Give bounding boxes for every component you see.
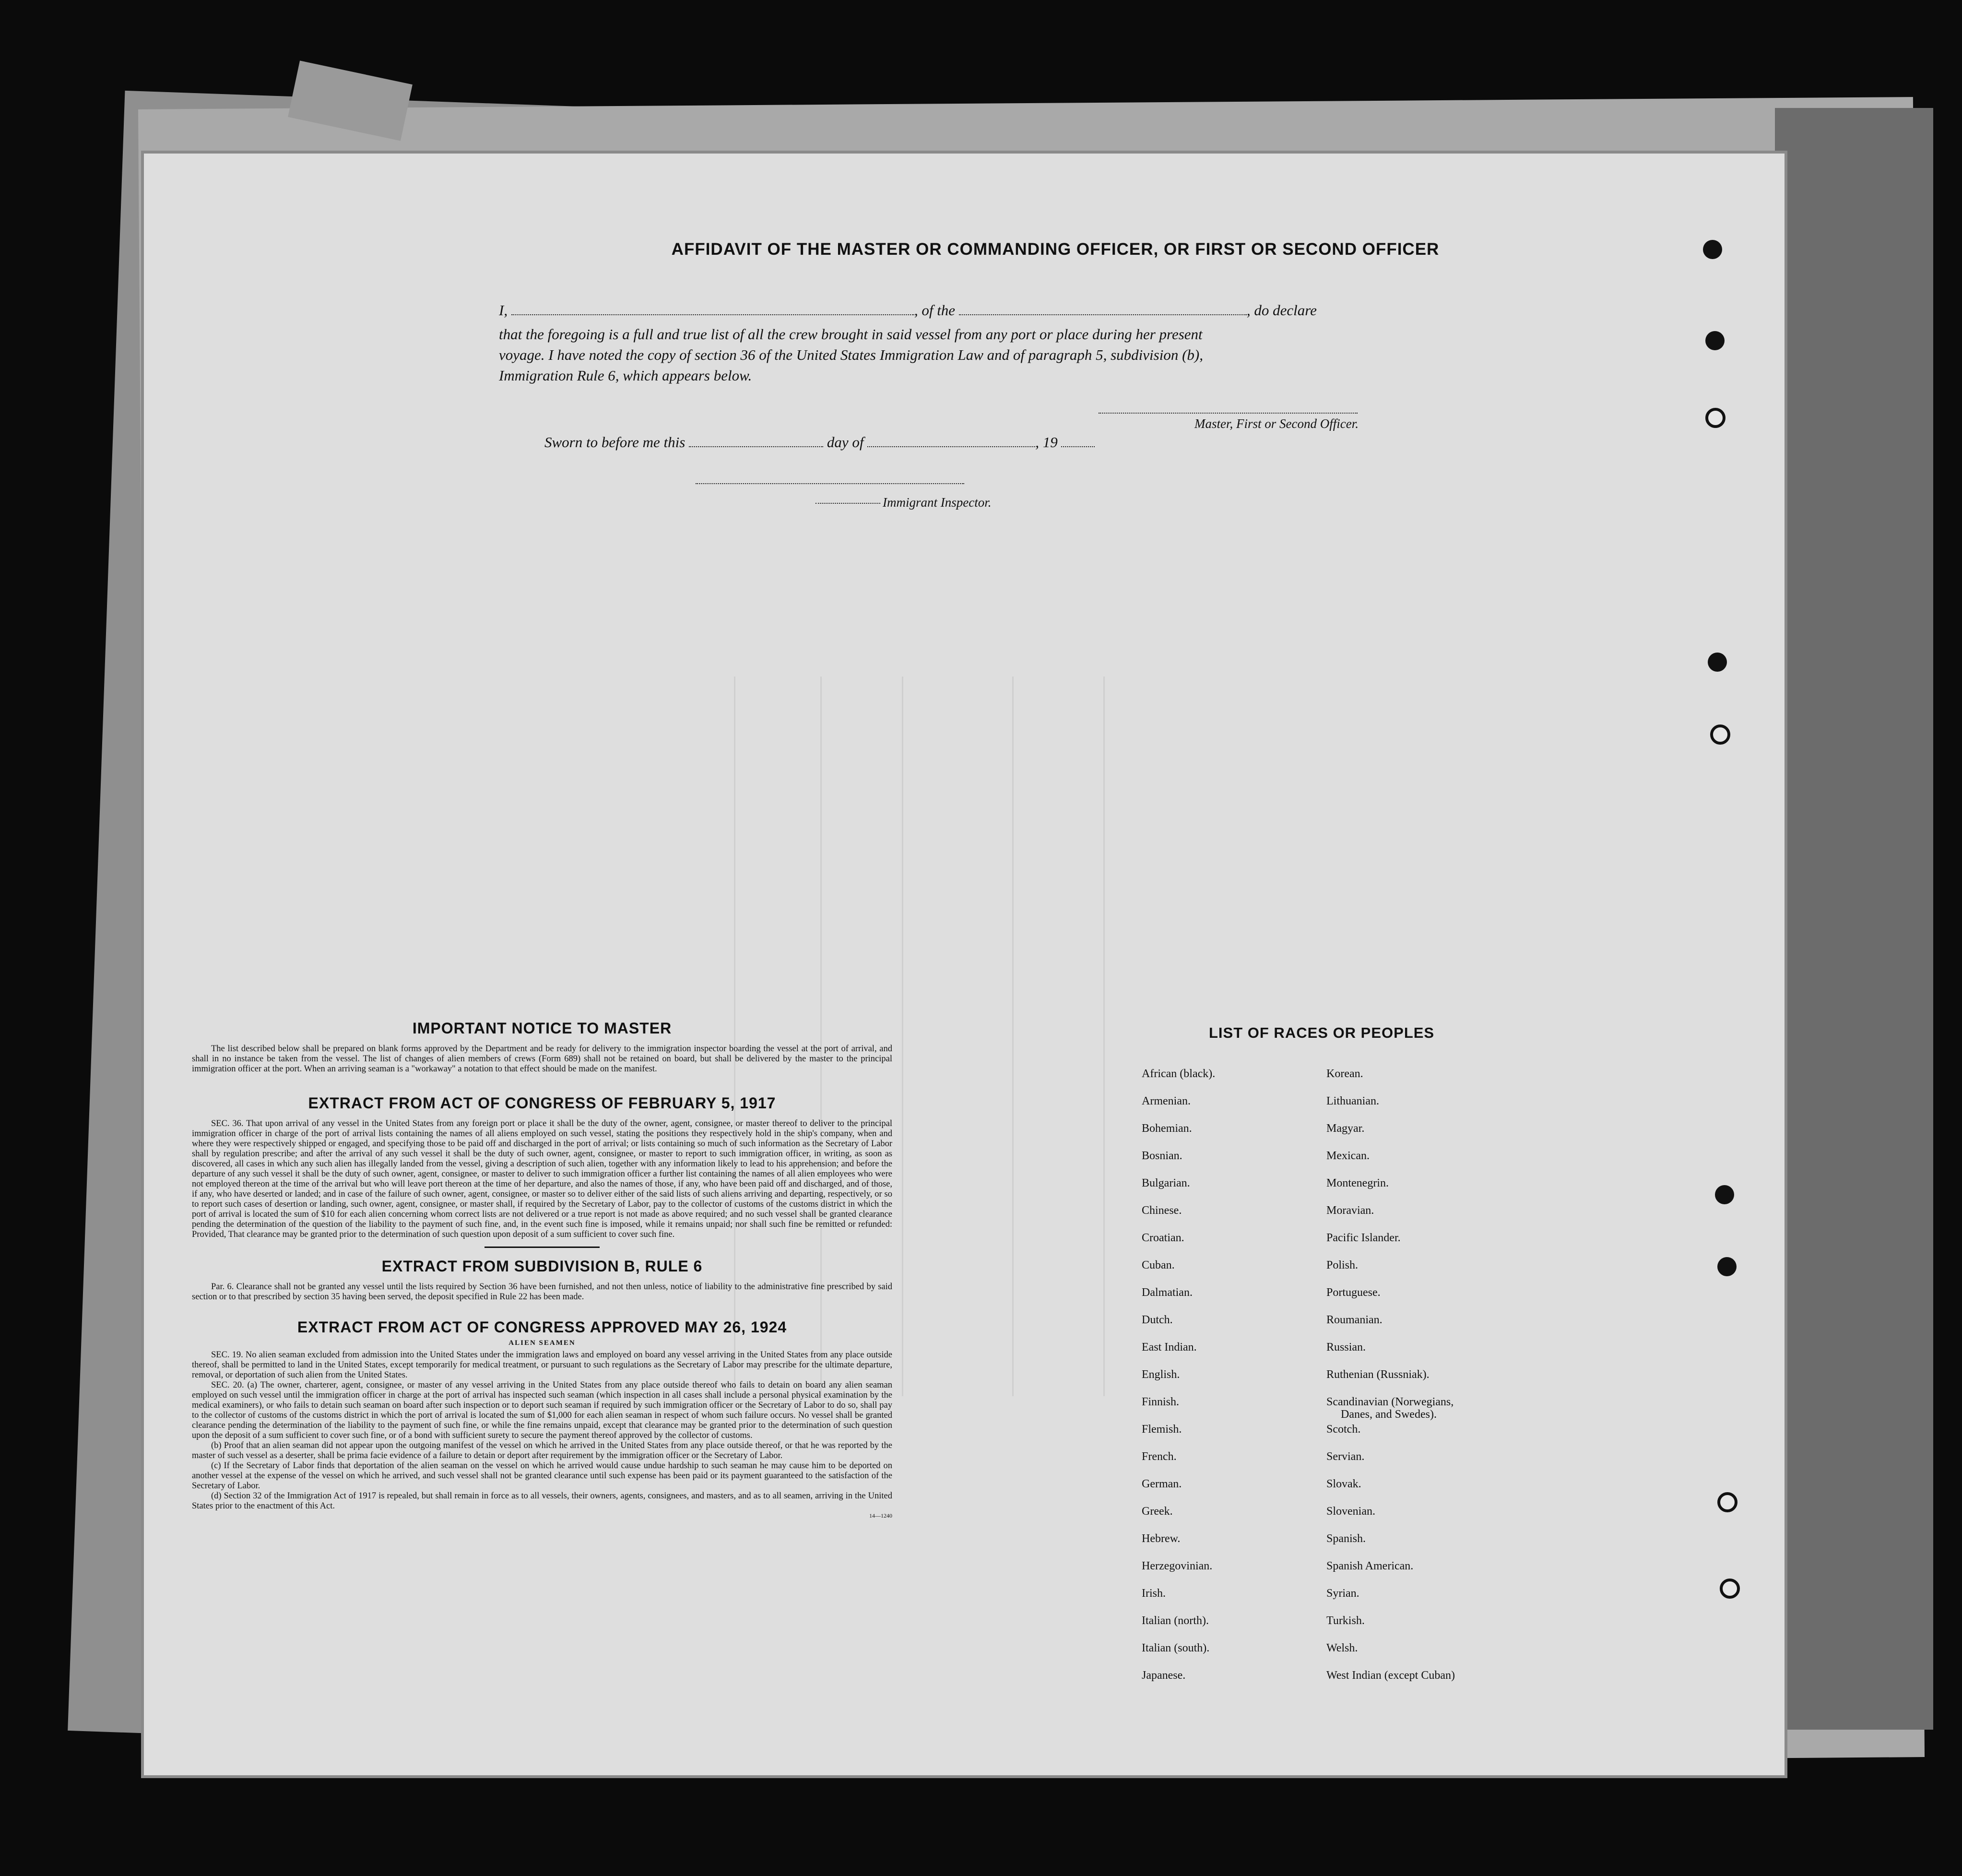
punch-hole [1710,724,1730,745]
race-item: Chinese. [1142,1204,1182,1217]
race-item: Danes, and Swedes). [1341,1408,1437,1421]
sworn-year-blank[interactable] [1061,437,1095,447]
race-item: Finnish. [1142,1396,1180,1408]
master-signature-label: Master, First or Second Officer. [1194,416,1359,431]
inspector-signature-line[interactable] [696,483,964,484]
race-item: Bulgarian. [1142,1177,1190,1189]
race-item: Lithuanian. [1326,1095,1379,1107]
race-item: Bohemian. [1142,1122,1192,1135]
race-item: Turkish. [1326,1615,1365,1627]
punch-hole [1705,408,1726,428]
race-item: Spanish. [1326,1532,1366,1545]
extract-1924-paragraph: (c) If the Secretary of Labor finds that deportation of the alien seaman on the vessel on which he arrived would cause undue hardship to such seaman he may cause him to be deported on another vessel at the expense of the vessel on which he arrived, and such vessel shall not be granted clearance until such expense has been paid or its payment guaranteed to the satisfaction of the Secretary of Labor. [192,1461,892,1491]
punch-hole [1715,1185,1734,1204]
races-title: LIST OF RACES OR PEOPLES [1209,1024,1435,1041]
punch-hole [1720,1579,1740,1599]
race-item: Welsh. [1326,1642,1358,1654]
race-item: African (black). [1142,1068,1216,1080]
race-item: Russian. [1326,1341,1366,1354]
race-item: Ruthenian (Russniak). [1326,1368,1430,1381]
master-signature-line[interactable] [1099,413,1358,414]
race-item: Spanish American. [1326,1560,1414,1572]
race-item: Croatian. [1142,1232,1184,1244]
declarant-label: I, [499,302,508,319]
affidavit-line1 [499,300,1554,321]
race-item: Bosnian. [1142,1150,1182,1162]
sworn-line [544,432,1264,452]
alien-seamen-subtitle: ALIEN SEAMEN [508,1339,576,1347]
extract-1917-title: EXTRACT FROM ACT OF CONGRESS OF FEBRUARY 5, 1917 [308,1094,776,1112]
race-item: Scotch. [1326,1423,1361,1436]
race-item: Magyar. [1326,1122,1365,1135]
punch-hole [1717,1257,1737,1276]
sworn-month-blank[interactable] [867,437,1035,447]
race-item: Italian (south). [1142,1642,1210,1654]
race-item: Slovenian. [1326,1505,1375,1518]
extract-1924-paragraph: (d) Section 32 of the Immigration Act of 1917 is repealed, but shall remain in force as to all vessels, their owners, agents, consignees, and masters, and as to all seamen, arriving in the United States prior to the enactment of this Act. [192,1491,892,1511]
affidavit-title: AFFIDAVIT OF THE MASTER OR COMMANDING OFFICER, OR FIRST OR SECOND OFFICER [671,240,1440,259]
race-item: Scandinavian (Norwegians, [1326,1396,1454,1408]
race-item: Mexican. [1326,1150,1370,1162]
race-item: German. [1142,1478,1182,1490]
race-item: East Indian. [1142,1341,1197,1354]
race-item: Dutch. [1142,1314,1173,1326]
section-divider [485,1247,600,1248]
inspector-label: Immigrant Inspector. [883,495,992,510]
race-item: Greek. [1142,1505,1173,1518]
race-item: Dalmatian. [1142,1286,1193,1299]
legal-column [192,1020,892,1520]
extract-1924-paragraph: SEC. 20. (a) The owner, charterer, agent, consignee, or master of any vessel arriving in the United States from any place outside thereof who fails to detain on board any alien seaman employed on such vessel until the immigration officer in charge at the port of arrival has inspected such seaman (which inspection in all cases shall include a personal physical examination by the medical examiners), or who fails to detain such seaman on board after such inspection or to deport such seaman if required by such immigration officer or the Secretary of Labor to do so, shall pay to the collector of customs of the customs district in which the port of arrival is located the sum of $1,000 for each alien seaman in respect of whom such failure occurs. No vessel shall be granted clearance pending the determination of the liability to the payment of such fine, or while the fine remains unpaid, except that clearance may be granted prior to the determination of such question upon the deposit of a sum sufficient to cover such fine, or of a bond with sufficient surety to secure the payment thereof approved by the collector of customs. [192,1380,892,1440]
extract-1917-text: SEC. 36. That upon arrival of any vessel in the United States from any foreign port or place it shall be the duty of the owner, agent, consignee, or master thereof to deliver to the principal immigration officer in charge of the port of arrival lists containing the names of all aliens employed on such vessel, stating the positions they respectively hold in the ship's company, when and where they were respectively shipped or engaged, and specifying those to be paid off and discharged in the port of arrival; or lists containing so much of such information as the Secretary of Labor shall by regulation prescribe; and after the arrival of any such vessel it shall be the duty of such owner, agent, consignee, or master to report to such immigration officer, in writing, as soon as discovered, all cases in which any such alien has illegally landed from the vessel, giving a description of such alien, together with any information likely to lead to his apprehension; and before the departure of any such vessel it shall be the duty of such owner, agent, consignee, or master to deliver to such immigration officer a further list containing the names of all alien employees who were not employed thereon at the time of the arrival but who will leave port thereon at the time of her departure, and also the names of those, if any, who have been paid off and discharged, and of those, if any, who have deserted or landed; and in case of the failure of such owner, agent, consignee, or master so to deliver either of the said lists of such aliens arriving and departing, respectively, or so to report such cases of desertion or landing, such owner, agent, consignee, or master shall, if required by the Secretary of Labor, pay to the collector of customs of the customs district in which the port of arrival is located the sum of $10 for each alien concerning whom correct lists are not delivered or a true report is not made as above required; and no such vessel shall be granted clearance pending the determination of the question of the liability to the payment of such fine, and, in the event such fine is imposed, while it remains unpaid; nor shall such fine be remitted or refunded: Provided, That clearance may be granted prior to the determination of such question upon deposit of a sum sufficient to cover such fine. [192,1119,892,1239]
declarant-name-blank[interactable] [511,305,914,315]
race-item: Italian (north). [1142,1615,1209,1627]
race-item: Syrian. [1326,1587,1359,1600]
declare-label: , do declare [1246,302,1317,319]
race-item: Servian. [1326,1450,1365,1463]
race-item: Hebrew. [1142,1532,1181,1545]
extract-1924-title: EXTRACT FROM ACT OF CONGRESS APPROVED MAY 26, 1924 [297,1318,787,1336]
race-item: Roumanian. [1326,1314,1383,1326]
race-item: Korean. [1326,1068,1363,1080]
sworn-day-blank[interactable] [689,437,823,447]
form-number: 14—1240 [869,1512,892,1519]
inspector-leader-line [816,503,880,504]
race-item: West Indian (except Cuban) [1326,1669,1455,1682]
punch-hole [1705,331,1725,350]
race-item: French. [1142,1450,1177,1463]
race-item: Flemish. [1142,1423,1182,1436]
race-item: Slovak. [1326,1478,1361,1490]
vessel-name-blank[interactable] [959,305,1247,315]
notice-title: IMPORTANT NOTICE TO MASTER [412,1020,672,1037]
race-item: Cuban. [1142,1259,1175,1271]
sworn-label: Sworn to before me this [544,434,686,451]
race-item: Herzegovinian. [1142,1560,1213,1572]
day-of-label: day of [827,434,864,451]
race-item: Montenegrin. [1326,1177,1389,1189]
year-label: , 19 [1035,434,1058,451]
race-item: Japanese. [1142,1669,1186,1682]
subdivision-text: Par. 6. Clearance shall not be granted any vessel until the lists required by Section 36 have been furnished, and not then unless, notice of liability to the administrative fine prescribed by said section or to that prescribed by section 35 having been served, the deposit specified in Rule 22 has been made. [192,1282,892,1302]
subdivision-title: EXTRACT FROM SUBDIVISION B, RULE 6 [381,1258,703,1275]
race-item: Pacific Islander. [1326,1232,1401,1244]
extract-1924-paragraph: (b) Proof that an alien seaman did not appear upon the outgoing manifest of the vessel on which he arrived in the United States from any place outside thereof, or that he was reported by the master of such vessel as a deserter, shall be prima facie evidence of a failure to detain or deport after requirement by the immigration officer or the Secretary of Labor. [192,1441,892,1460]
punch-hole [1717,1492,1737,1512]
notice-text: The list described below shall be prepared on blank forms approved by the Department and be ready for delivery to the immigration inspector boarding the vessel at the port of arrival, and shall in no instance be taken from the vessel. The list of changes of alien members of crews (Form 689) shall not be retained on board, but shall be delivered by the master to the principal immigration officer at the port. When an arriving seaman is a "workaway" a notation to that effect should be made on the manifest. [192,1044,892,1074]
punch-hole [1703,240,1722,259]
race-item: English. [1142,1368,1180,1381]
race-item: Polish. [1326,1259,1359,1271]
race-item: Irish. [1142,1587,1166,1600]
affidavit-line4: Immigration Rule 6, which appears below. [499,367,752,384]
vessel-label: , of the [914,302,956,319]
document-page [144,154,1785,1775]
race-item: Portuguese. [1326,1286,1381,1299]
affidavit-line3: voyage. I have noted the copy of section 36 of the United States Immigration Law and of paragraph 5, subdivision (b), [499,346,1203,363]
punch-hole [1708,653,1727,672]
race-item: Armenian. [1142,1095,1191,1107]
extract-1924-paragraph: SEC. 19. No alien seaman excluded from admission into the United States under the immigration laws and employed on board any vessel arriving in the United States from any place outside thereof, shall be permitted to land in the United States, except temporarily for medical treatment, or pursuant to such regulations as the Secretary of Labor may prescribe for the ultimate departure, removal, or deportation of such alien from the United States. [192,1350,892,1380]
race-item: Moravian. [1326,1204,1374,1217]
affidavit-line2: that the foregoing is a full and true list of all the crew brought in said vessel from any port or place during her present [499,326,1203,343]
